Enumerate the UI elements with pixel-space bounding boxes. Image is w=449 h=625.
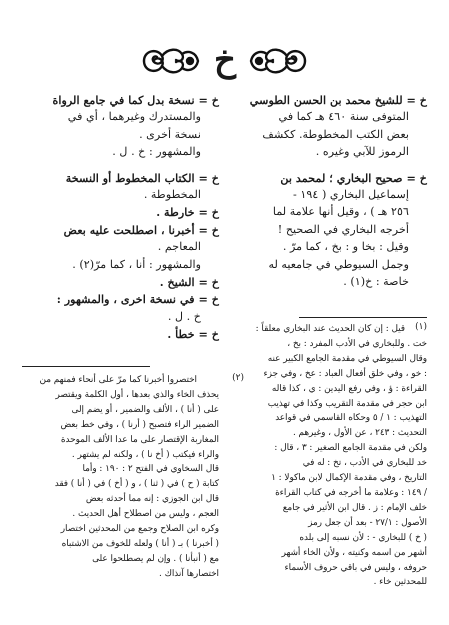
footnote-line: على ( أنا ) ، الألف والضمير ، أو يضم إلى	[71, 404, 219, 415]
footnote-line: ابن حجر في مقدمة التقريب وكذا في تهذيب	[267, 398, 427, 409]
section-header	[0, 36, 449, 90]
entry-line: خ = نسخة بدل كما في جامع الرواة	[52, 93, 219, 107]
footnote-line: قيل : إن كان الحديث عند البخاري معلقاً :	[255, 324, 405, 334]
entry-line: خ = صحيح البخاري ؛ لمحمد بن	[280, 170, 427, 185]
entry-line: والمستدرك وغيرهما ، أي في	[67, 110, 201, 124]
entry-line: خ = الشيخ .	[159, 275, 219, 290]
entry-line: خ = للشيخ محمد بن الحسن الطوسي	[249, 93, 427, 107]
entry-line: المعاجم .	[157, 240, 201, 254]
footnote-line: ولكن في مقدمة الجامع الصغير : ٣ ، قال :	[274, 443, 427, 454]
footnote-line: اختصروا أخبرنا كما مرّ على أنحاء فمنهم من	[39, 375, 197, 385]
entry-line: خاصة : خ(١) .	[343, 275, 409, 289]
footnote-line: للمحدثين خاء .	[373, 577, 427, 588]
footnote-line: وقال السيوطي في مقدمة الجامع الكبير عنه	[267, 353, 427, 364]
entry-line: المتوفى سنة ٤٦٠ هـ كما في	[278, 110, 409, 124]
footnote-divider	[299, 317, 427, 318]
left-column	[22, 92, 219, 344]
ornament-right-icon	[245, 44, 311, 78]
footnote-line: الأصول : ٢٧/١ - بعد أن جعل رمز	[308, 517, 427, 528]
footnote-line: اختصارها آنذاك .	[158, 568, 219, 579]
footnote-line: التهذيب : ١ / ٥ وحكاه القاسمي في قواعد	[275, 413, 427, 424]
footnote-line: قال السخاوي في الفتح ٢ : ١٩٠ : وأما	[82, 464, 219, 475]
footnote-line: : خو ، وفي خلق أفعال العباد : عخ ، وفي جزء	[263, 368, 427, 379]
entry-line: والمشهور : خ . ل .	[112, 145, 201, 159]
ornament-left-icon	[138, 44, 204, 78]
entry-line: وقيل : بخا و : بخ ، كما مرّ .	[282, 240, 409, 254]
footnote-line: والراء فيكتب ( أخ نا ) ، ولكنه لم يشتهر .	[71, 449, 219, 460]
entry-line: خ . ل .	[167, 309, 201, 323]
footnote-number: (١)	[415, 322, 427, 332]
entry-line: خ = في نسخة اخرى ، والمشهور :	[56, 292, 219, 307]
footnote-line: خلف الإمام : ز . قال ابن الأثير في جامع	[282, 502, 427, 513]
footnote-line: خت . وللبخاري في الأدب المفرد : بخ ،	[287, 338, 427, 349]
footnote-line: التحديث : ٢٤٣ ، عن الأول ، وغيرهم .	[292, 428, 427, 439]
spacer	[22, 162, 219, 170]
footnote-line: العجم ، وليس من اصطلاح أهل الحديث .	[72, 509, 219, 520]
footnote-line: القراءة : ؤ ، وفي رفع اليدين : ي ، كذا قاله	[271, 383, 427, 394]
footnote-line: كتابة ( ح ) في ( ثنا ) ، و ( أخ ) في ( أنا ) فقد	[54, 479, 219, 490]
right-column	[230, 92, 427, 291]
entry-line: إسماعيل البخاري ( ١٩٤ -	[293, 188, 409, 202]
footnote-left	[22, 373, 219, 582]
entry-line: المخطوطة .	[143, 188, 201, 202]
footnote-divider	[22, 366, 150, 367]
footnote-line: المغاربة الإقتصار على ما عدا الألف الموحدة	[60, 434, 219, 445]
entry-line: ٢٥٦ هـ ) ، وقيل أنها علامة لما	[272, 205, 409, 219]
entry-line: الرموز للآبي وغيره .	[315, 145, 409, 159]
footnote-number: (٢)	[232, 373, 244, 383]
footnote-line: حروفه ، وليس في باقي حروف الأسماء	[284, 562, 427, 573]
entry-line: نسخة أخرى .	[139, 127, 201, 141]
entry-line: والمشهور : أنا ، كما مرّ(٢) .	[72, 257, 201, 271]
entry-line: خ = الكتاب المخطوط أو النسخة	[65, 170, 219, 185]
footnote-line: وكره ابن الصلاح وجمع من المحدثين اختصار	[60, 524, 219, 535]
footnote-right	[230, 322, 427, 590]
entry-line: خ = خطأ .	[167, 327, 219, 342]
footnote-line: يحذف الخاء والذي بعدها ، أول الكلمة ويقتصر	[55, 389, 219, 400]
entry-line: بعض الكتب المخطوطة. ككشف	[262, 127, 409, 141]
entry-line: وجمل السيوطي في جامعيه له	[268, 257, 409, 271]
header-letter: خ	[214, 40, 236, 80]
entry-line: خ = خارطة .	[156, 205, 219, 220]
footnote-line: ( أخبرنا ) بـ ( أنا ) ولعله للخوف من الاشتباه	[61, 538, 219, 549]
footnote-line: خد للبخاري في الأدب ، تخ : له في	[302, 458, 427, 469]
footnote-line: مع ( أنبأنا ) . وإن لم يصطلحوا على	[92, 553, 219, 564]
footnote-line: التاريخ ، وفي مقدمة الإكمال لابن ماكولا : ١	[271, 473, 427, 484]
footnote-line: ( خ ) للبخاري - : لأن نسبه إلى بلده	[299, 532, 427, 543]
footnote-line: قال ابن الجوزي : إنه مما أحدثه بعض	[85, 494, 219, 505]
entry-line: أخرجه البخاري في الصحيح !	[277, 222, 409, 236]
spacer	[230, 162, 427, 170]
footnote-line: أشهر من اسمه وكنيته ، ولأن الخاء أشهر	[281, 547, 427, 558]
entry-line: خ = أخبرنا ، اصطلحت عليه بعض	[63, 222, 219, 237]
footnote-line: الضمير الراء فتصبح ( أرنا ) ، وفي خط بعض	[60, 419, 219, 430]
footnote-line: / ١٤٩ : وعلامة ما أخرجه في كتاب القراءة	[275, 487, 427, 498]
